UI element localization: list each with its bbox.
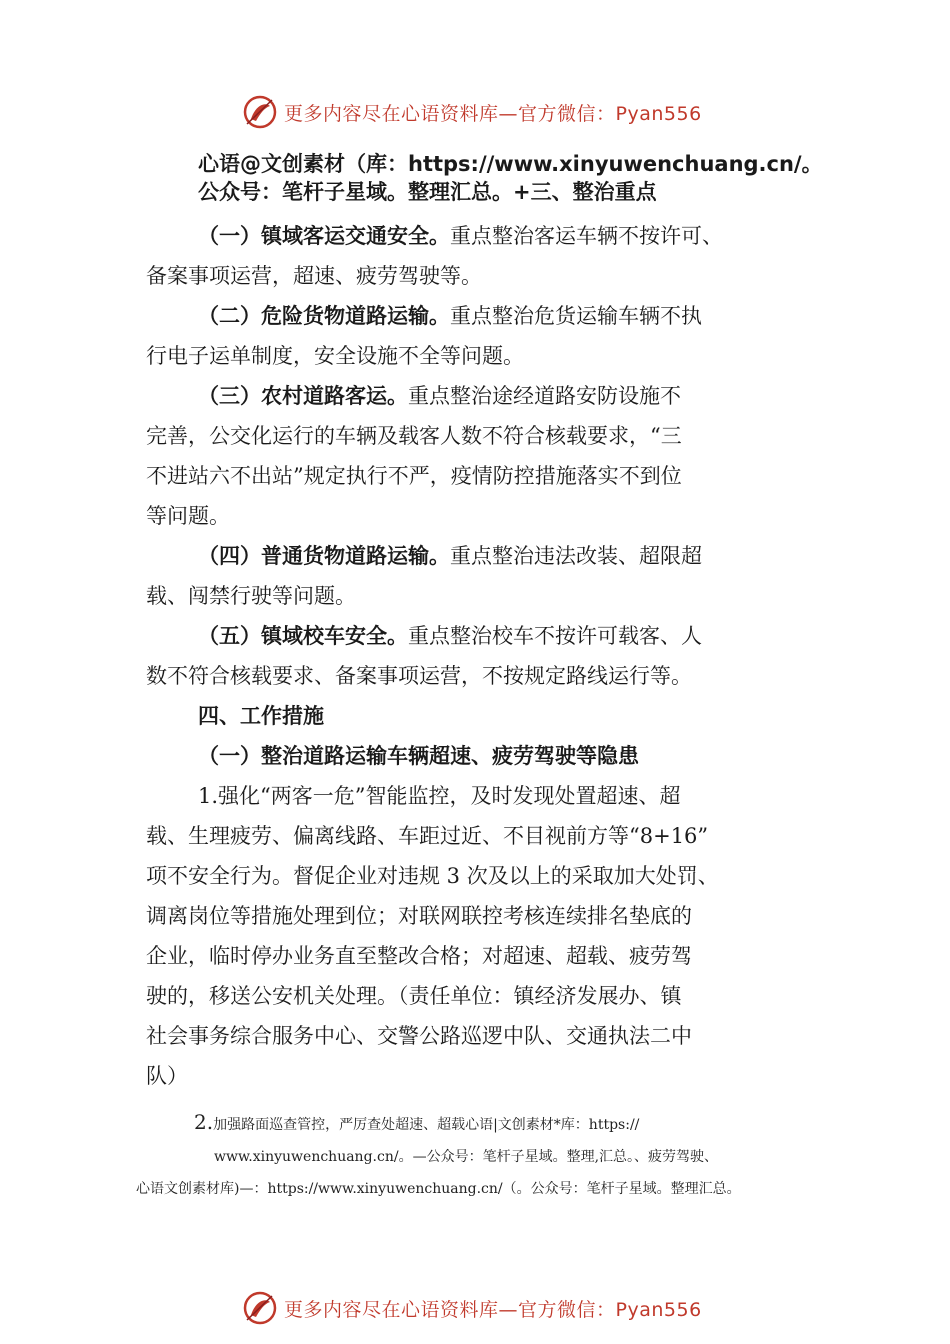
para-line: www.xinyuwenchuang.cn/。—公众号：笔杆子星域。整理,汇总。、疲劳驾驶、 [214, 1149, 719, 1165]
wechat-handle: Pyan556 [615, 102, 702, 125]
item-title: （三）农村道路客运。 [198, 383, 408, 408]
item-line: 完善，公交化运行的车辆及载客人数不符合核载要求，“三 [146, 424, 682, 448]
para-line: 社会事务综合服务中心、交警公路巡逻中队、交通执法二中 [146, 1024, 692, 1048]
item-line: 载、闯禁行驶等问题。 [146, 584, 356, 608]
bottom-banner [242, 1288, 762, 1328]
item-line: 数不符合核载要求、备案事项运营，不按规定路线运行等。 [146, 664, 692, 688]
footnote-paragraph [136, 1106, 856, 1205]
list-item [146, 296, 814, 376]
item-text: 重点整治危货运输车辆不执 [450, 304, 702, 328]
header-line-1: 心语@文创素材（库：https://www.xinyuwenchuang.cn/。 [198, 152, 823, 176]
para-line: 加强路面巡查管控，严厉查处超速、超载心语|文创素材*库：https:// [213, 1117, 640, 1133]
item-title: （二）危险货物道路运输。 [198, 303, 450, 328]
para-line: 调离岗位等措施处理到位；对联网联控考核连续排名垫底的 [146, 904, 692, 928]
paragraph [146, 776, 814, 1096]
para-line: 载、生理疲劳、偏离线路、车距过近、不目视前方等“8+16” [146, 824, 709, 848]
list-item [146, 616, 814, 696]
item-line: 备案事项运营，超速、疲劳驾驶等。 [146, 264, 482, 288]
item-title: （五）镇域校车安全。 [198, 623, 408, 648]
banner-text [284, 1295, 702, 1322]
logo-icon [242, 94, 278, 130]
wechat-handle: Pyan556 [615, 1298, 702, 1321]
item-line: 行电子运单制度，安全设施不全等问题。 [146, 344, 524, 368]
para-line: 企业，临时停办业务直至整改合格；对超速、超载、疲劳驾 [146, 944, 692, 968]
item-title: （四）普通货物道路运输。 [198, 543, 450, 568]
item-title: （一）镇域客运交通安全。 [198, 223, 450, 248]
subsection-heading: （一）整治道路运输车辆超速、疲劳驾驶等隐患 [198, 744, 639, 768]
logo-icon [242, 1290, 278, 1326]
banner-label: 更多内容尽在心语资料库—官方微信： [284, 102, 616, 125]
banner-text [284, 99, 702, 126]
document-body [146, 150, 823, 1096]
top-banner [242, 92, 762, 132]
item-text: 重点整治途经道路安防设施不 [408, 384, 681, 408]
para-line: 1.强化“两客一危”智能监控，及时发现处置超速、超 [198, 784, 681, 808]
item-line: 等问题。 [146, 504, 230, 528]
list-item [146, 376, 814, 536]
section-heading: 四、工作措施 [198, 704, 324, 728]
item-text: 重点整治违法改装、超限超 [450, 544, 702, 568]
para-line: 驶的，移送公安机关处理。（责任单位：镇经济发展办、镇 [146, 984, 682, 1008]
header-line-2: 公众号：笔杆子星域。整理汇总。+三、整治重点 [198, 180, 657, 204]
para-line: 项不安全行为。督促企业对违规 3 次及以上的采取加大处罚、 [146, 864, 719, 888]
para-line: 心语文创素材库)—：https://www.xinyuwenchuang.cn/（。公众号：笔杆子星域。整理汇总。 [136, 1181, 741, 1197]
list-item [146, 216, 814, 296]
item-text: 重点整治校车不按许可载客、人 [408, 624, 702, 648]
item-text: 重点整治客运车辆不按许可、 [450, 224, 723, 248]
para-line: 队） [146, 1064, 188, 1088]
item-line: 不进站六不出站”规定执行不严，疫情防控措施落实不到位 [146, 464, 682, 488]
para-number: 2. [194, 1110, 214, 1134]
list-item [146, 536, 814, 616]
banner-label: 更多内容尽在心语资料库—官方微信： [284, 1298, 616, 1321]
